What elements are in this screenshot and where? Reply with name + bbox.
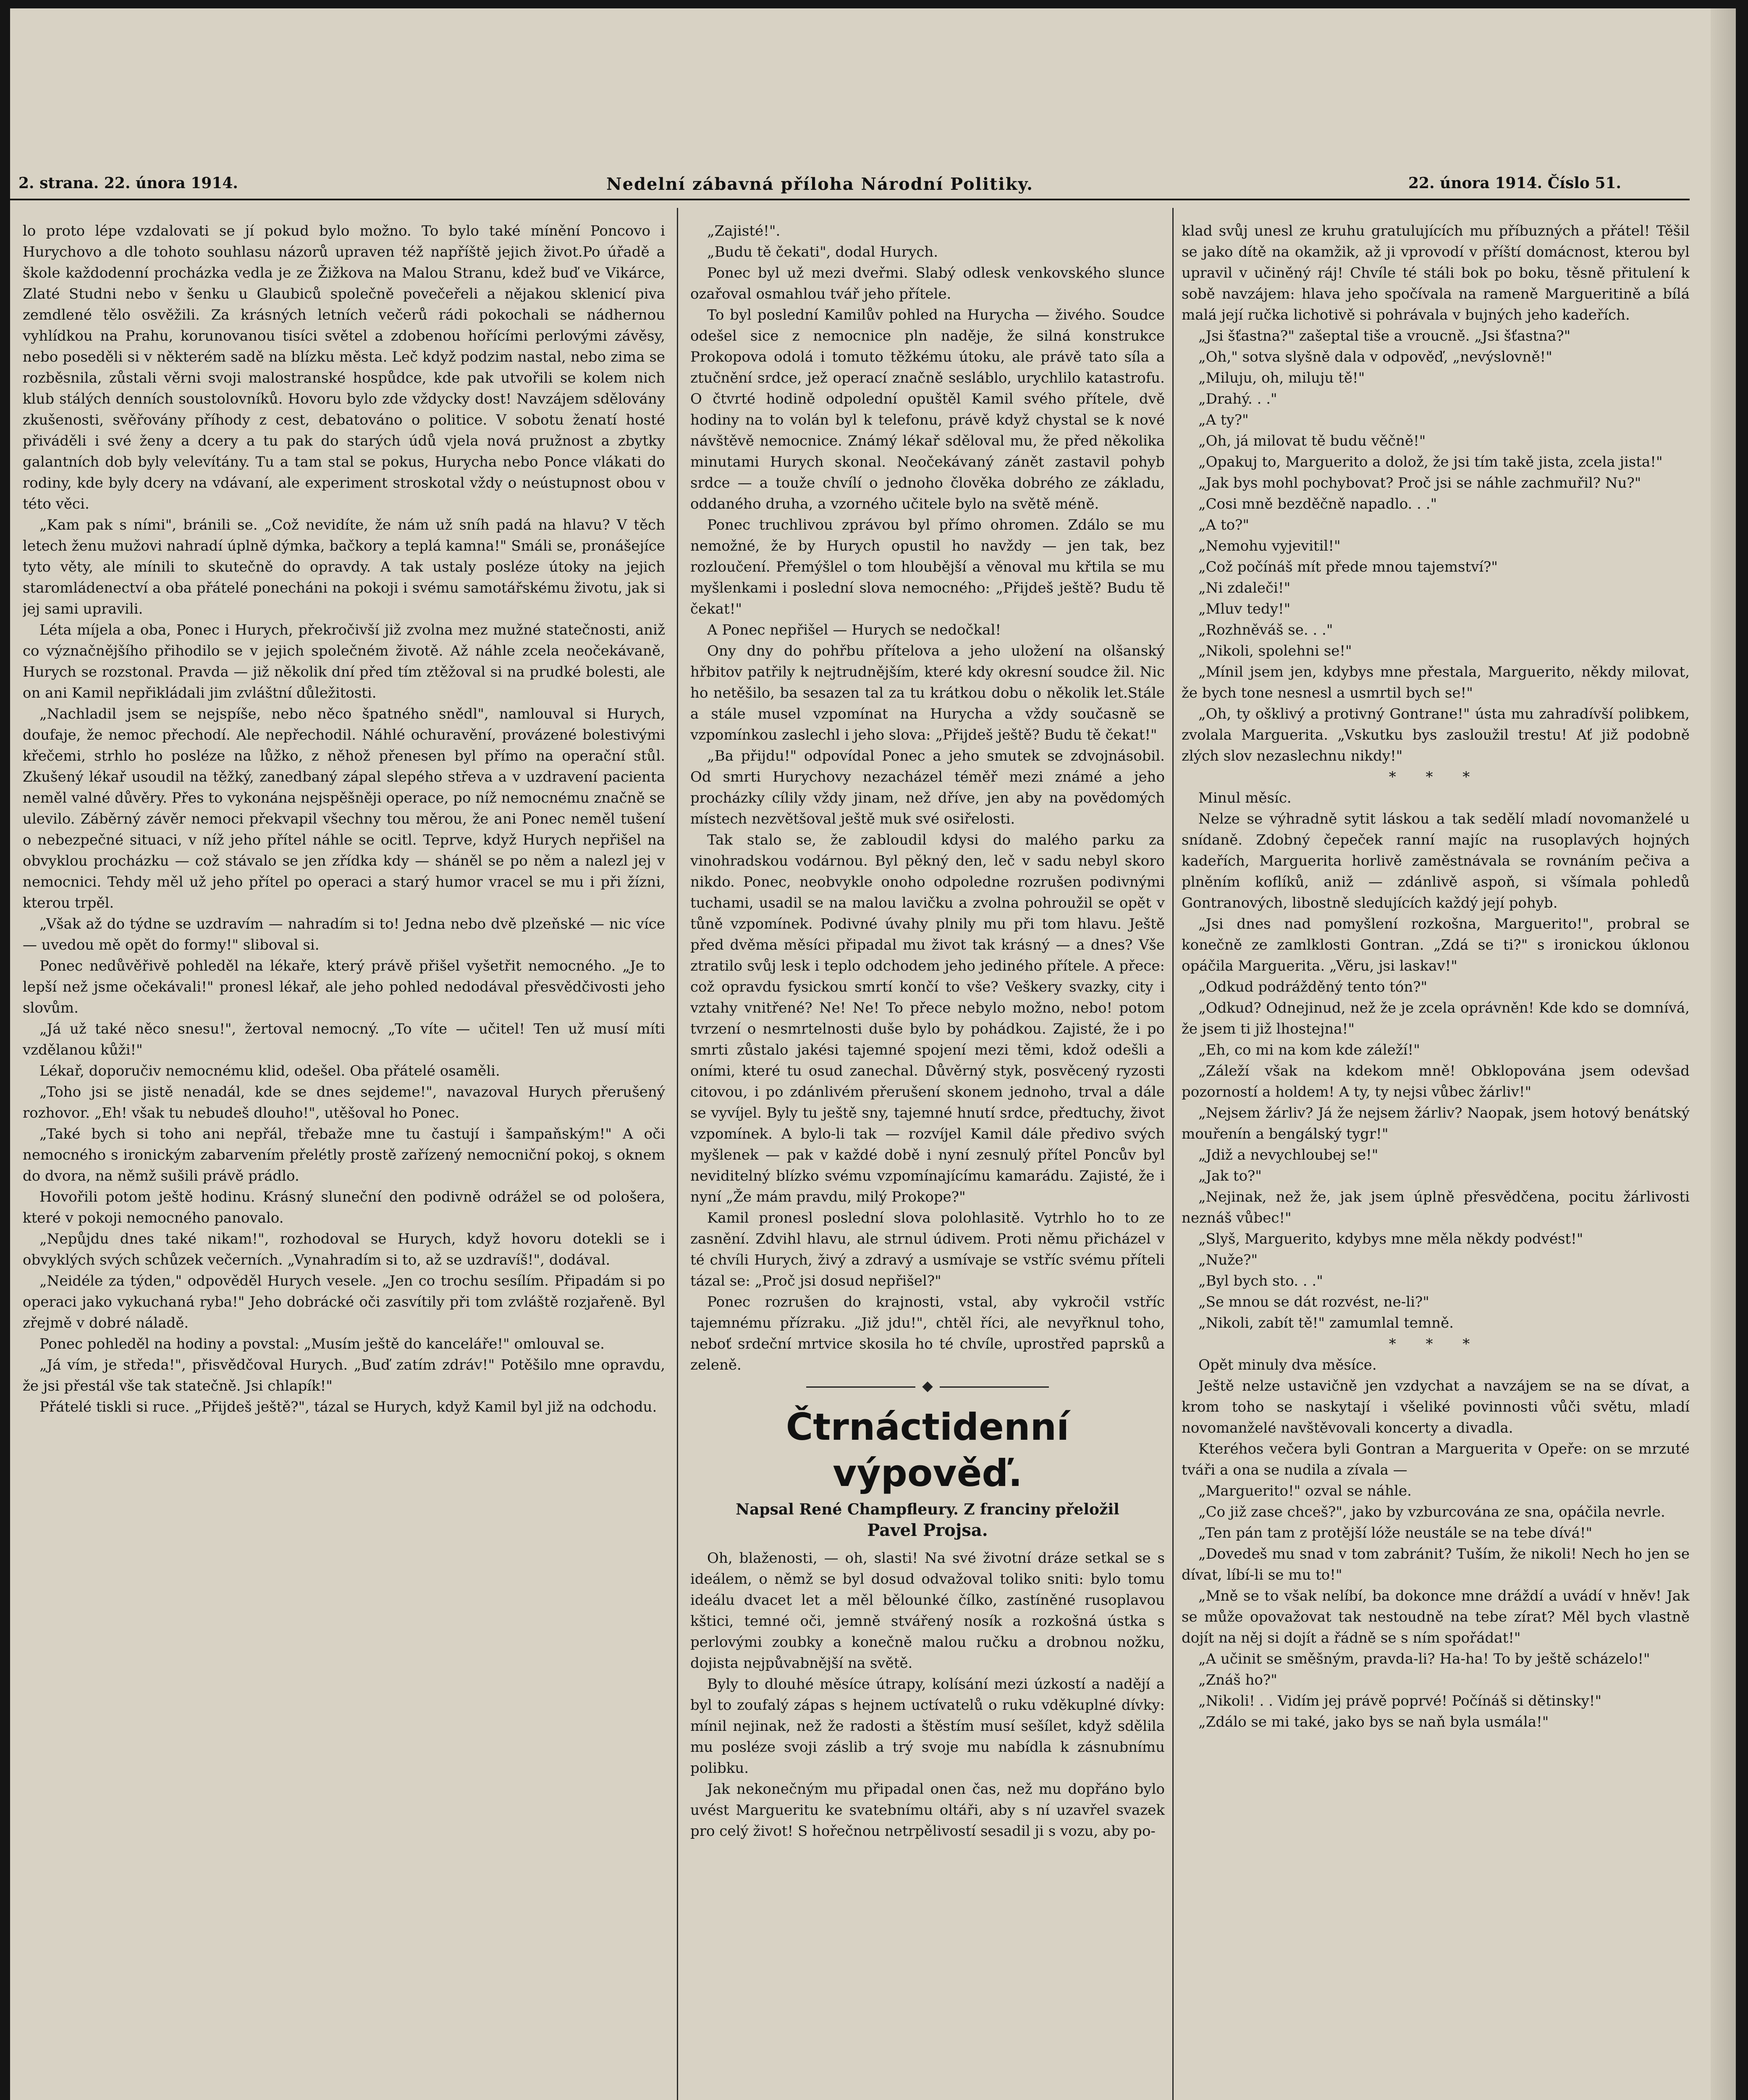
- paragraph: Ještě nelze ustavičně jen vzdychat a navzájem se na se dívat, a krom toho se naskytají i všeliké povinnosti vůči světu, mladí novomanželé navštěvovali koncerty a divadla.: [1182, 1378, 1690, 1436]
- paragraph: „A ty?": [1198, 412, 1249, 428]
- paragraph: lo proto lépe vzdalovati se jí pokud bylo možno. To bylo také mínění Poncovo i Hurychovo a dle tohoto souhlasu názorů upraven též napříště jejich život.Po úřadě a škole každodenní procházka vedla je ze Žižkova na Malou Stranu, kdež buď ve Vikárce, Zlaté Studni nebo v šenku u Glaubiců společně povečeřeli a nějakou sklenicí piva zemdlené tělo osvěžili. Za krásných letních večerů rádi pokochali se nádhernou vyhlídkou na Prahu, korunovanou tisíci světel a zdobenou hořícími perlovými závěsy, nebo poseděli si v některém sadě na blízku města. Leč když podzim nastal, nebo zima se rozběsnila, zůstali věrni svoji malostranské hospůdce, kde pak utvořili se kolem nich klub stálých denních soustolovníků. Hovoru bylo zde vždycky dost! Navzájem sdělovány zkušenosti, svěřovány příhody z cest, debatováno o politice. V sobotu ženatí hosté přiváděli i své ženy a dcery a tu pak do starých údů vjela nová pružnost a zbytky galantních dob byly velevítány. Tu a tam stal se pokus, Hurycha nebo Ponce vlákati do rodiny, kde byly dcery na vdávaní, ale experiment stroskotal vždy o neústupnost obou v této věci.: [23, 223, 665, 512]
- story-byline: Napsal René Champfleury. Z franciny přeložil: [736, 1501, 1119, 1518]
- paragraph: „Nuže?": [1198, 1252, 1258, 1268]
- paragraph: Opět minuly dva měsíce.: [1198, 1357, 1377, 1373]
- paragraph: „Odkud podrážděný tento tón?": [1198, 979, 1428, 995]
- paragraph: „Jak bys mohl pochybovat? Proč jsi se náhle zachmuřil? Nu?": [1198, 475, 1641, 491]
- newspaper-page: [10, 8, 1736, 2100]
- paragraph: „Marguerito!" ozval se náhle.: [1198, 1483, 1412, 1499]
- section-separator: * * *: [1389, 1336, 1483, 1352]
- paragraph: „Miluju, oh, miluju tě!": [1198, 370, 1365, 386]
- paragraph: „Co již zase chceš?", jako by vzburcována ze sna, opáčila nevrle.: [1198, 1504, 1665, 1520]
- paragraph: „A to?": [1198, 517, 1249, 533]
- header-date-issue: 22. února 1914. Číslo 51.: [1408, 174, 1622, 192]
- header-rule: [10, 199, 1690, 200]
- column-divider: [1172, 208, 1174, 2100]
- paragraph: „Jak to?": [1198, 1168, 1262, 1184]
- paragraph: „Kam pak s ními", bránili se. „Což nevidíte, že nám už sníh padá na hlavu? V těch letech ženu mužovi nahradí úplně dýmka, bačkory a teplá kamna!" Smáli se, pronášejíce tyto věty, ale mínili to skutečně do opravdy. A tak ustaly posléze útoky na jejich staromládenectví a oba přátelé ponecháni na pokoji i svému samotářskému životu, jak si jej sami upravili.: [23, 517, 665, 617]
- paragraph: klad svůj unesl ze kruhu gratulujících mu příbuzných a přátel! Těšil se jako dítě na okamžik, až ji vprovodí v příští domácnost, kterou byl upravil v učiněný ráj! Chvíle té stáli bok po boku, těsně přitulení k sobě navzájem: hlava jeho spočívala na rameně Margueritině a bílá malá její ručka lichotivě si pohrávala v bujných jeho kadeřích.: [1182, 223, 1690, 323]
- paragraph: „Oh," sotva slyšně dala v odpověď, „nevýslovně!": [1198, 349, 1552, 365]
- paragraph: Hovořili potom ještě hodinu. Krásný sluneční den podivně odrážel se od pološera, které v pokoji nemocného panovalo.: [23, 1189, 665, 1226]
- paragraph: „Nemohu vyjevitil!": [1198, 538, 1341, 554]
- column-3: [1182, 220, 1690, 2100]
- paragraph: „Eh, co mi na kom kde záleží!": [1198, 1042, 1420, 1058]
- paragraph: Minul měsíc.: [1198, 790, 1292, 806]
- header-page-number-date: 2. strana. 22. února 1914.: [18, 174, 238, 192]
- paragraph: „Rozhněváš se. . .": [1198, 622, 1333, 638]
- paragraph: „Mínil jsem jen, kdybys mne přestala, Marguerito, někdy milovat, že bych tone nesnesl a usmrtil bych se!": [1182, 664, 1690, 701]
- paragraph: Byly to dlouhé měsíce útrapy, kolísání mezi úzkostí a nadějí a byl to zoufalý zápas s hejnem uctívatelů o ruku vděkuplné dívky: mínil nejinak, než že radosti a štěstím musí sešílet, když sdělila mu posléze svoji záslib a trý svoje mu nabídla k zásnubnímu polibku.: [690, 1676, 1165, 1777]
- paragraph: „Byl bych sto. . .": [1198, 1273, 1323, 1289]
- page-header: [10, 174, 1694, 208]
- paragraph: „Slyš, Marguerito, kdybys mne měla někdy podvést!": [1198, 1231, 1583, 1247]
- paragraph: „Také bych si toho ani nepřál, třebaže mne tu častují i šampaňským!" A oči nemocného s ironickým zabarvením přelétly prostě zařízený nemocniční pokoj, s oknem do dvora, na němž sušili právě prádlo.: [23, 1126, 665, 1184]
- paragraph: To byl poslední Kamilův pohled na Hurycha — živého. Soudce odešel sice z nemocnice pln naděje, že silná konstrukce Prokopova odolá i tomuto těžkému útoku, ale právě tato síla a ztučnění srdce, jež operací značně sesláblo, urychlilo katastrofu. O čtvrté hodině odpolední opuštěl Kamil svého přítele, dvě hodiny na to volán byl k telefonu, právě když chystal se k nové návštěvě nemocnice. Známý lékař sděloval mu, že před několika minutami Hurych skonal. Neočekávaný zánět zastavil pohyb srdce — a touže chvílí o jednoho člověka dobrého ze základu, oddaného druha, a vzorného učitele bylo na světě méně.: [690, 307, 1165, 512]
- paragraph: „Zdálo se mi také, jako bys se naň byla usmála!": [1198, 1714, 1549, 1730]
- story-title: Čtrnáctidenní výpověď.: [786, 1405, 1069, 1495]
- paragraph: „Jsi dnes nad pomyšlení rozkošna, Marguerito!", probral se konečně ze zamlklosti Gontran. „Zdá se ti?" s ironickou úklonou opáčila Marguerita. „Věru, jsi laskav!": [1182, 916, 1690, 974]
- paragraph: A Ponec nepřišel — Hurych se nedočkal!: [707, 622, 1001, 638]
- paragraph: Lékař, doporučiv nemocnému klid, odešel. Oba přátelé osaměli.: [39, 1063, 500, 1079]
- paragraph: „Nikoli, spolehni se!": [1198, 643, 1352, 659]
- story-translator: Pavel Projsa.: [867, 1520, 988, 1540]
- paragraph: Oh, blaženosti, — oh, slasti! Na své životní dráze setkal se s ideálem, o němž se byl dosud odvažoval toliko sniti: bylo tomu ideálu dvacet let a měl bělounké čílko, zastíněné rusoplavou kštici, temné oči, jemně stvářený nosík a rozkošná ústka s perlovými zoubky a konečně malou ručku a drobnou nožku, dojista nejpůvabnější na světě.: [690, 1550, 1165, 1672]
- paragraph: Ponec byl už mezi dveřmi. Slabý odlesk venkovského slunce ozařoval osmahlou tvář jeho přítele.: [690, 265, 1165, 302]
- paragraph: „Se mnou se dát rozvést, ne-li?": [1198, 1294, 1429, 1310]
- paragraph: „Jsi šťastna?" zašeptal tiše a vroucně. „Jsi šťastna?": [1198, 328, 1571, 344]
- paragraph: „Odkud? Odnejinud, než že je zcela oprávněn! Kde kdo se domnívá, že jsem ti již lhostejna!": [1182, 1000, 1690, 1037]
- paragraph: „Nikoli! . . Vidím jej právě poprvé! Počínáš si dětinsky!": [1198, 1693, 1602, 1709]
- column-1: [23, 220, 665, 2100]
- paragraph: „Oh, ty ošklivý a protivný Gontrane!" ústa mu zahradívší polibkem, zvolala Marguerita. „Vskutku bys zasloužil trestu! Ať již podobně zlých slov nezaslechnu nikdy!": [1182, 706, 1690, 764]
- paragraph: Kamil pronesl poslední slova polohlasitě. Vytrhlo ho to ze zasnění. Zdvihl hlavu, ale strnul údivem. Proti němu přicházel v té chvíli Hurych, živý a zdravý a usmívaje se vstříc svému příteli tázal se: „Proč jsi dosud nepřišel?": [690, 1210, 1165, 1289]
- paragraph: Tak stalo se, že zabloudil kdysi do malého parku za vinohradskou vodárnou. Byl pěkný den, leč v sadu nebyl skoro nikdo. Ponec, neobvykle onoho odpoledne rozrušen podivnými tuchami, usadil se na malou lavičku a zvolna pohroužil se opět v tůně vzpomínek. Podivné úvahy plnily mu při tom hlavu. Ještě před dvěma měsíci připadal mu život tak krásný — a dnes? Vše ztratilo svůj lesk i teplo odchodem jeho jediného přítele. A přece: což opravdu fysickou smrtí končí to vše? Veškery svazky, city i vztahy vnitřené? Ne! Ne! To přece nebylo možno, nebo! potom tvrzení o nesmrtelnosti duše bylo by pohádkou. Zajisté, že i po smrti zůstalo jakési tajemné spojení mezi těmi, kdož odešli a oními, které tu osud zanechal. Důvěrný styk, posvěcený ryzosti citovou, i po zdánlivém přerušení skonem jednoho, trval a dále se vyvíjel. Byly tu ještě sny, tajemné hnutí srdce, předtuchy, život vzpomínek. A bylo-li tak — rozvíjel Kamil dále předivo svých myšlenek — pak v každé době i nyní zesnulý přítel Poncův byl neviditelný blízko svému vzpomínajícímu kamarádu. Zajisté, že i nyní „Že mám pravdu, milý Prokope?": [690, 832, 1165, 1205]
- section-ornament: [690, 1376, 1165, 1396]
- paragraph: „Záleží však na kdekom mně! Obklopována jsem odevšad pozorností a holdem! A ty, ty nejsi vůbec žárliv!": [1182, 1063, 1690, 1100]
- story-body: [690, 1548, 1165, 1842]
- paragraph: „Nikoli, zabít tě!" zamumlal temně.: [1198, 1315, 1454, 1331]
- paragraph: Ponec rozrušen do krajnosti, vstal, aby vykročil vstříc tajemnému přízraku. „Již jdu!", chtěl říci, ale nevyřknul toho, neboť srdeční mrtvice skosila ho té chvíle, uprostřed paprsků a zeleně.: [690, 1294, 1165, 1373]
- paragraph: „Opakuj to, Marguerito a dolož, že jsi tím takě jista, zcela jista!": [1198, 454, 1663, 470]
- paragraph: „A učinit se směšným, pravda-li? Ha-ha! To by ještě scházelo!": [1198, 1651, 1650, 1667]
- adjacent-page-strip: [1711, 8, 1736, 2100]
- paragraph: „Nejsem žárliv? Já že nejsem žárliv? Naopak, jsem hotový benátský mouřenín a bengálský tygr!": [1182, 1105, 1690, 1142]
- paragraph: „Dovedeš mu snad v tom zabránit? Tuším, že nikoli! Nech ho jen se dívat, líbí-li se mu to!": [1182, 1546, 1690, 1583]
- paragraph: Léta míjela a oba, Ponec i Hurych, překročivší již zvolna mez mužné statečnosti, aniž co význačnějšího přihodilo se v jejich společném životě. Až náhle zcela neočekávaně, Hurych se rozstonal. Pravda — již několik dní před tím ztěžoval si na prudké bolesti, ale on ani Kamil nepřikládali jim zvláštní důležitosti.: [23, 622, 665, 701]
- paragraph: Přátelé tiskli si ruce. „Přijdeš ještě?", tázal se Hurych, když Kamil byl již na odchodu.: [39, 1399, 657, 1415]
- paragraph: „Ni zdaleči!": [1198, 580, 1291, 596]
- paragraph: „Já vím, je středa!", přisvědčoval Hurych. „Buď zatím zdráv!" Potěšilo mne opravdu, že jsi přestál vše tak statečně. Jsi chlapík!": [23, 1357, 665, 1394]
- paragraph: „Což počínáš mít přede mnou tajemství?": [1198, 559, 1498, 575]
- paragraph: „Ba přijdu!" odpovídal Ponec a jeho smutek se zdvojnásobil. Od smrti Hurychovy nezacházel téměř mezi známé a jeho procházky cílily vždy jinam, než dříve, jen aby na povědomých místech nezvětšoval ještě muk své osiřelosti.: [690, 748, 1165, 827]
- paragraph: „Toho jsi se jistě nenadál, kde se dnes sejdeme!", navazoval Hurych přerušený rozhovor. „Eh! však tu nebudeš dlouho!", utěšoval ho Ponec.: [23, 1084, 665, 1121]
- paragraph: „Budu tě čekati", dodal Hurych.: [707, 244, 938, 260]
- paragraph: „Mluv tedy!": [1198, 601, 1291, 617]
- paragraph: Ony dny do pohřbu přítelova a jeho uložení na olšanský hřbitov patřily k nejtrudnějším, které kdy okresní soudce žil. Nic ho netěšilo, ba sesazen tal za tu krátkou dobu o několik let.Stále a stále musel vzpomínat na Hurycha a vždy současně se vzpomínkou zaslechl i jeho slova: „Přijdeš ještě? Budu tě čekat!": [690, 643, 1165, 743]
- paragraph: „Však až do týdne se uzdravím — nahradím si to! Jedna nebo dvě plzeňské — nic více — uvedou mě opět do formy!" sliboval si.: [23, 916, 665, 953]
- paragraph: „Nepůjdu dnes také nikam!", rozhodoval se Hurych, když hovoru dotekli se i obvyklých svých schůzek večerních. „Vynahradím si to, až se uzdravíš!", dodával.: [23, 1231, 665, 1268]
- paragraph: Ponec truchlivou zprávou byl přímo ohromen. Zdálo se mu nemožné, že by Hurych opustil ho navždy — jen tak, bez rozloučení. Přemýšlel o tom hloubější a věnoval mu křtila se mu myšlenkami i poslední slova nemocného: „Přijdeš ještě? Budu tě čekat!": [690, 517, 1165, 617]
- column-2: [690, 220, 1165, 2100]
- paragraph: Nelze se výhradně sytit láskou a tak sedělí mladí novomanželé u snídaně. Zdobný čepeček ranní majíc na rusoplavých hojných kadeřích, Marguerita horlivě zaměstnávala se rovnáním pečiva a plněním koflíků, aniž — zdánlivě aspoň, si všímala pohledů Gontranových, libostně sledujících každý její pohyb.: [1182, 811, 1690, 911]
- paragraph: „Mně se to však nelíbí, ba dokonce mne dráždí a uvádí v hněv! Jak se může opovažovat tak nestoudně na tebe zírat? Měl bych vlastně dojít na něj si dojít a řádně se s ním spořádat!": [1182, 1588, 1690, 1646]
- paragraph: „Cosi mně bezděčně napadlo. . .": [1198, 496, 1437, 512]
- paragraph: Ponec nedůvěřivě pohleděl na lékaře, který právě přišel vyšetřit nemocného. „Je to lepší než jsme očekávali!" pronesl lékař, ale jeho pohled nedodával přesvědčivosti jeho slovům.: [23, 958, 665, 1016]
- paragraph: „Nachladil jsem se nejspíše, nebo něco špatného snědl", namlouval si Hurych, doufaje, že nemoc přechodí. Ale nepřechodil. Náhlé ochuravění, provázené bolestivými křečemi, strhlo ho posléze na lůžko, z něhož přenesen byl přímo na operační stůl. Zkušený lékař usoudil na těžký, zanedbaný zápal slepého střeva a v uzdravení pacienta neměl valné důvěry. Přes to vykonána nejspěšněji operace, po níž nemocnému značně se ulevilo. Záběrný závěr nemoci překvapil všechny tou měrou, že ani Ponec neměl tušení o nebezpečné situaci, v níž jeho přítel náhle se ocitl. Teprve, když Hurych nepřišel na obvyklou procházku — což stávalo se jen zřídka kdy — sháněl se po něm a nalezl jej v nemocnici. Tehdy měl už jeho přítel po operaci a starý humor vracel se mu i při žízni, kterou trpěl.: [23, 706, 665, 911]
- paragraph: Ponec pohleděl na hodiny a povstal: „Musím ještě do kanceláře!" omlouval se.: [39, 1336, 605, 1352]
- section-separator: * * *: [1389, 769, 1483, 785]
- paragraph: Jak nekonečným mu připadal onen čas, než mu dopřáno bylo uvést Margueritu ke svatebnímu oltáři, aby s ní uzavřel svazek pro celý život! S hořečnou netrpělivostí sesadil ji s vozu, aby po-: [690, 1781, 1165, 1840]
- paragraph: „Já už také něco snesu!", žertoval nemocný. „To víte — učitel! Ten už musí míti vzdělanou kůži!": [23, 1021, 665, 1058]
- paragraph: „Drahý. . .": [1198, 391, 1277, 407]
- story-continuation: [690, 220, 1165, 1376]
- paragraph: „Zajisté!".: [707, 223, 781, 239]
- paragraph: „Nejinak, než že, jak jsem úplně přesvědčena, pocitu žárlivosti neznáš vůbec!": [1182, 1189, 1690, 1226]
- paragraph: „Neidéle za týden," odpověděl Hurych vesele. „Jen co trochu sesílím. Připadám si po operaci jako vykuchaná ryba!" Jeho dobrácké oči zasvítily při tom zvláště rozjařeně. Byl zřejmě v dobré náladě.: [23, 1273, 665, 1331]
- paragraph: „Ten pán tam z protější lóže neustále se na tebe dívá!": [1198, 1525, 1593, 1541]
- paragraph: „Oh, já milovat tě budu věčně!": [1198, 433, 1426, 449]
- column-divider: [677, 208, 678, 2100]
- paragraph: „Znáš ho?": [1198, 1672, 1277, 1688]
- paragraph: Kteréhos večera byli Gontran a Marguerita v Opeře: on se mrzuté tváři a ona se nudila a zívala —: [1182, 1441, 1690, 1478]
- header-publication-title: Nedelní zábavná příloha Národní Politiky.: [606, 174, 1033, 194]
- paragraph: „Jdiž a nevychloubej se!": [1198, 1147, 1378, 1163]
